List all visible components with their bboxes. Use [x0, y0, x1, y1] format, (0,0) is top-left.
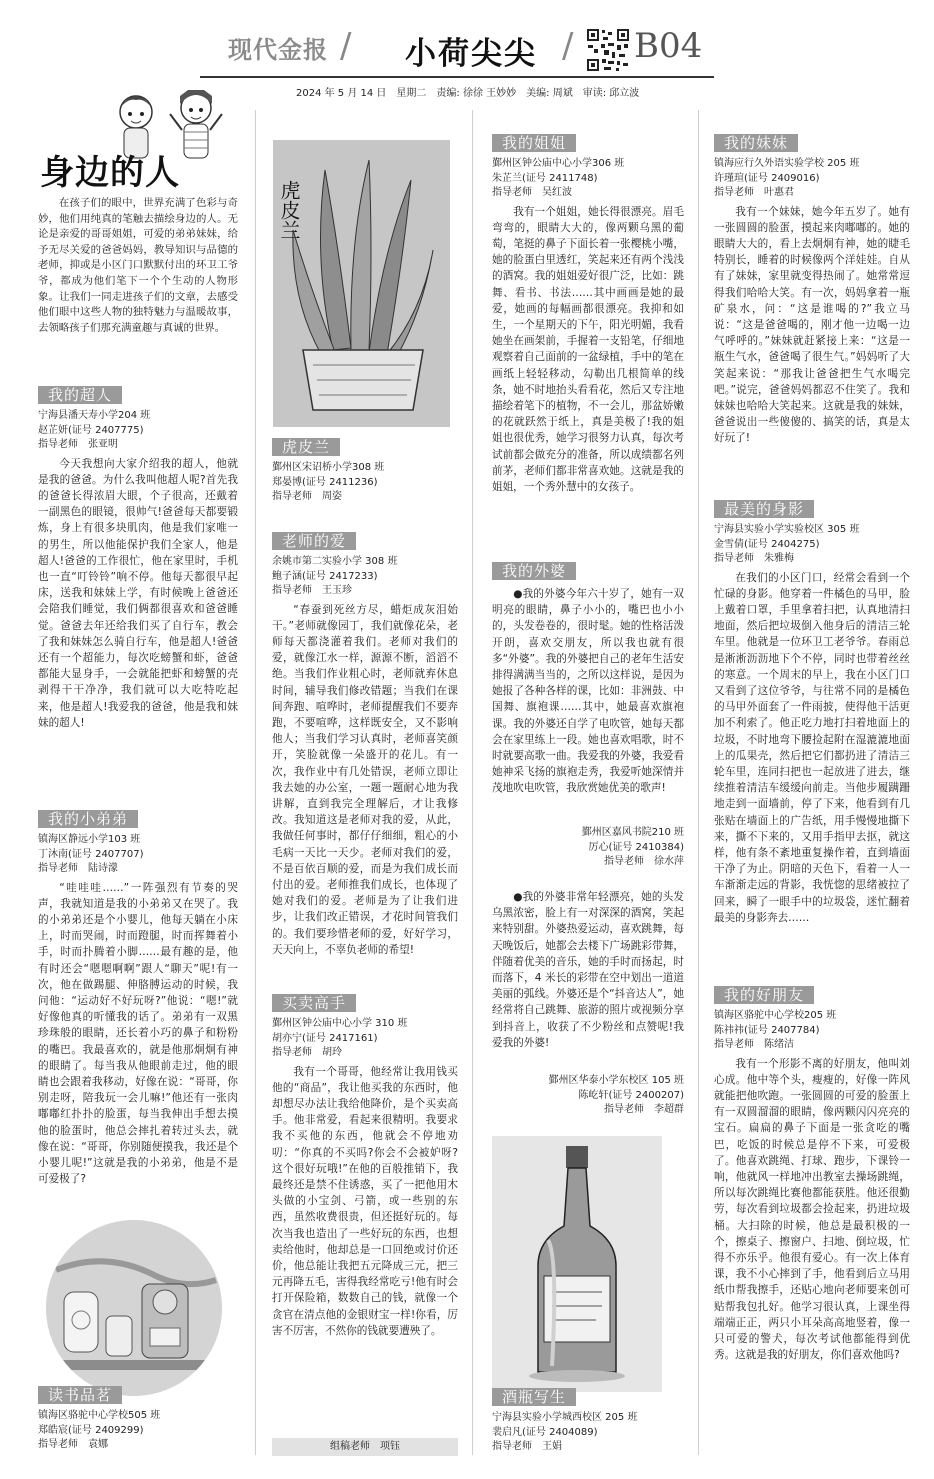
author: 许瑾瑄(证号 2409016): [714, 172, 820, 184]
editor-credit-text: 组稿老师 项钰: [330, 1441, 400, 1452]
intro-title: 身边的人: [40, 153, 180, 193]
grandma-signature-1: [492, 826, 684, 876]
school: 宁海县实验小学实验校区 305 班: [714, 524, 860, 535]
article-friend: [714, 986, 910, 1456]
school: 镇海区静远小学103 班: [38, 834, 141, 845]
section-tag: 我的好朋友: [714, 986, 814, 1004]
article-body: 我有一个姐姐，她长得很漂亮。眉毛弯弯的，眼睛大大的，像两颗乌黑的葡萄，笔挺的鼻子下面长着一张樱桃小嘴，她的脸蛋白里透红，笑起来还有两个浅浅的酒窝。我的姐姐爱好很广泛，比如：跳舞、看书、书法……其中画画是她的最爱，她画的每幅画都很漂亮。我抑和如生，一个星期天的下午，阳光明媚，我看她坐在画架前，手握着一支铅笔，仔细地观察着自己面前的一盆绿植，手中的笔在画纸上轻轻移动，勾勒出几根简单的线条，她不时地抬头看看花，然后又专注地描绘着笔下的植物，不一会儿，那盆娇嫩的花就跃然于纸上，真是美极了!我的姐姐也很优秀，她学习很努力认真，每次考试前都会做充分的准备，所以成绩都名列前茅，老师们都非常喜欢她。这就是我的姐姐，一个秀外慧中的女孩子。: [492, 205, 684, 493]
bottle-sketch: [492, 1136, 662, 1392]
section-tag: 我的小弟弟: [38, 810, 138, 828]
article-sister: [492, 134, 684, 558]
article-body: “春蚕到死丝方尽，蜡炬成灰泪始干。”老师就像园丁，我们就像花朵，老师每天都浇灌着我们。老师对我们的爱，就像江水一样，源源不断，滔滔不绝。当我们作业粗心时，老师就弃休息时间，辅导我们修改错题；当我们在课间奔跑、喧哗时，老师提醒我们不要奔跑，不要喧哗，这样既安全，又不影响他人；当我们学习认真时，老师喜笑颜开，笑脸就像一朵盛开的花儿。有一次，我作业中有几处错误，老师立即让我去她的办公室，一题一题耐心地为我讲解，直到我完全理解后，才让我修改。我知道这是老师对我的爱，从此，我做任何事时，都仔仔细细，粗心的小毛病一天比一天少。老师对我们的爱，不是百依百顺的爱，而是为我们成长而付出的爱。老师推我们成长，也体现了她对我们的爱。老师是为了让我们进步，让我们改正错误，才花时间管我们的。我们要珍惜老师的爱，好好学习，天天向上，不辜负老师的希望!: [272, 603, 458, 956]
grandma-signature-2: [492, 1074, 684, 1124]
article-body: 我有一个形影不离的好朋友，他叫刘心成。他中等个头，瘦瘦的，好像一阵风就能把他吹跑。一张圆圆的可爱的脸蛋上有一双圆溜溜的眼睛，像两颗闪闪亮亮的宝石。扁扁的鼻子下面是一张贪吃的嘴巴，吃饭的时候总是停不下来，可爱极了。他喜欢跳绳、打球、跑步，下课铃一响，他就风一样地冲出教室去操场跳绳，所以每次跳绳比赛他都能获胜。他还很勤劳，每次看到垃圾都会捡起来，扔进垃圾桶。大扫除的时候，他总是最积极的一个，擦桌子、擦窗户、扫地、倒垃圾，忙得不亦乐乎。他很有爱心。有一次上体育课，我不小心摔到了手，他看到后立马用纸巾帮我擦手，还贴心地向老师要来创可贴帮我包扎好。他学习很认真，上课坐得端端正正，两只小耳朵高高地竖着，像一只可爱的警犬，每次考试他都能得到优秀。这就是我的好朋友，你们喜欢他吗?: [714, 1057, 910, 1362]
teacher: 指导老师 朱雅梅: [714, 553, 794, 564]
article-body: 我有一个妹妹，她今年五岁了。她有一张圆圆的脸蛋，摸起来肉嘟嘟的。她的眼睛大大的，看上去炯炯有神，她的睫毛特别长，睡着的时候像两个洋娃娃。自从有了妹妹，家里就变得热闹了。她常常逗得我们哈哈大笑。有一次，妈妈拿着一瓶矿泉水，问：“这是谁喝的?”我立马说：“这是爸爸喝的，刚才他一边喝一边气呼呼的。”妹妹就赶紧接上来：“这是一瓶生气水，爸爸喝了很生气。”妈妈听了大笑起来说：“那我让爸爸把生气水喝完吧。”说完，爸爸妈妈都忍不住笑了。我和妹妹也哈哈大笑起来。这就是我的妹妹，爸爸说出一些傻傻的、搞笑的话，真是太好玩了!: [714, 205, 910, 445]
article-body: 在我们的小区门口，经常会看到一个忙碌的身影。他穿着一件橘色的马甲，脸上戴着口罩，手里拿着扫把，认真地清扫地面，然后把垃圾倒入他身后的清洁三轮车里。他就是一位环卫工老爷爷。春雨总是淅淅沥沥地下个不停，同时也带着丝丝的寒意。一个周末的早上，我在小区门口又看到了这位爷爷，与往常不同的是橘色的马甲外面套了一件雨披，使得他干活更加不利索了。他正吃力地打扫着地面上的垃圾，不时地弯下腰捡起附在湿漉漉地面上的瓜果壳，然后把它们都扔进了清洁三轮车里，连同扫把也一起放进了进去，继续推着清洁车缓缓向前走。当他步履蹒跚地走到一面墙前，停了下来，他看到有几张贴在墙面上的广告纸，用手慢慢地撕下来，撕不下来的，又用手指甲去抠，就这样，他有条不紊地重复操作着，直到墙面干净了为止。阴暗的天色下，看着一人一车渐渐走远的背影，我恍惚的思绪被拉了回来，瞬了一眼手中的垃圾袋，迷忙翻着最美的身影奔去……: [714, 571, 910, 924]
article-body: “哇哇哇……”一阵强烈有节奏的哭声，我就知道是我的小弟弟又在哭了。我的小弟弟还是个小婴儿，他每天躺在小床上，时而哭闹，时而蹬腿，时而挥舞着小手，时而扑腾着小脚……最有趣的是，他有时还会“嗯嗯啊啊”跟人“聊天”呢!有一次，他在做踢腿、伸胳膊运动的时候，我问他：“运动好不好玩呀?”他说：“嗯!”就好像他真的听懂我的话了。弟弟有一双黑珍珠般的眼睛，还长着小巧的鼻子和粉粉的嘴巴。我最喜欢的，就是他那炯炯有神的眼睛了。每当我从他眼前走过，他的眼睛也会跟着我移动，好像在说：“哥哥，你别走呀，陪我玩一会儿嘛!”他还有一张肉嘟嘟红扑扑的脸蛋，每当我伸出手想去摸他的脸蛋时，他总会摔扎着转过头去，就像在说：“哥哥，你别随便摸我，我还是个小婴儿呢!”这就是我的小弟弟，他是不是可爱极了?: [38, 881, 238, 1186]
school: 镇海应行久外语实验学校 205 班: [714, 158, 860, 169]
author: 郑晏博(证号 2411236): [272, 476, 378, 488]
teacher: 指导老师 张亚明: [38, 439, 118, 450]
teacher: 指导老师 袁娜: [38, 1439, 108, 1450]
column-divider: [472, 110, 473, 1455]
teacher: 指导老师 王娟: [492, 1441, 562, 1452]
snake-plant-painting: [273, 140, 450, 427]
school: 鄞州区嘉风书院210 班: [581, 827, 684, 838]
school: 鄞州区钟公庙中心小学 310 班: [272, 1018, 408, 1029]
reading-tea-painting: [46, 1220, 222, 1396]
author: 陈屹轩(证号 2400207): [578, 1089, 684, 1101]
section-tag: 老师的爱: [272, 532, 356, 550]
teacher: 指导老师 吴红波: [492, 187, 572, 198]
section-tag: 虎皮兰: [272, 438, 340, 456]
art-snake-plant: [272, 438, 452, 512]
school: 鄞州区钟公庙中心小学306 班: [492, 158, 625, 169]
column-divider: [698, 110, 699, 1455]
author: 郑皓宸(证号 2409299): [38, 1424, 144, 1436]
author: 丁沐南(证号 2407707): [38, 848, 144, 860]
teacher: 指导老师 胡玲: [272, 1047, 342, 1058]
school: 余姚市第二实验小学 308 班: [272, 556, 398, 567]
column-divider: [255, 110, 256, 1455]
author: 胡亦宁(证号 2417161): [272, 1032, 378, 1044]
article-body-1: ●我的外婆今年六十岁了，她有一双明亮的眼睛，鼻子小小的，嘴巴也小小的，头发卷卷的，很时髦。她的性格活泼开朗，喜欢交朋友，所以我也就有很多“外婆”。我的外婆把自己的老年生活安排得满满当当的，之所以这样说，是因为她报了各种各样的课，比如：非洲鼓、中国舞、旗袍课……其中，她最喜欢旗袍课。我的外婆还自学了电吹管，她每天都会在家里练上一段。她也喜欢唱歌，时不时就要高歌一曲。我爱我的外婆，我爱看她神采飞扬的旗袍走秀，我爱听她深情并茂地吹电吹管，我欣赏她优美的歌声!: [492, 588, 684, 795]
qr-code-icon: [586, 28, 630, 72]
article-body: 今天我想向大家介绍我的超人，他就是我的爸爸。为什么我叫他超人呢?首先我的爸爸长得浓眉大眼，个子很高，还戴着一副黑色的眼镜，很帅气!爸爸每天都要锻炼，身上有很多块肌肉，他是我们家唯一的男生，所以他能保护我们全家人，他是超人!爸爸的工作很忙，他在家里时，手机也一直“叮铃铃”响不停。他每天都很早起床，送我和妹妹上学，有时候晚上爸爸还会陪我们睡觉，我们俩都很喜欢和爸爸睡觉。爸爸去年还给我们买了自行车，教会了我和妹妹怎么骑自行车，他是超人!爸爸还有一个超能力，每次吃螃蟹和虾，爸爸都能大显身手，一会就能把虾和螃蟹的壳剥得干干净净，我们就可以大吃特吃起来，他是超人!我爱我的爸爸，他是我和妹妹的超人!: [38, 457, 238, 729]
art-bottle: [492, 1388, 684, 1458]
section-tag: 买卖高手: [272, 994, 356, 1012]
author: 金雪倩(证号 2404275): [714, 538, 820, 550]
article-little-sister: [714, 134, 910, 490]
section-tag: 我的姐姐: [492, 134, 576, 152]
school: 鄞州区宋诏桥小学308 班: [272, 462, 385, 473]
issue-line: 2024 年 5 月 14 日 星期二 责编: 徐徐 王妙妙 美编: 周斌 审读: 邱立波: [296, 88, 640, 99]
author: 朱芷兰(证号 2411748): [492, 172, 598, 184]
author: 赵芷妍(证号 2407775): [38, 424, 144, 436]
masthead-rule: [200, 76, 714, 78]
section-tag: 我的外婆: [492, 562, 576, 580]
article-superman: [38, 386, 238, 800]
teacher: 指导老师 王玉珍: [272, 585, 352, 596]
school: 宁海县实验小学城西校区 205 班: [492, 1412, 638, 1423]
article-brother: [38, 810, 238, 1218]
school: 宁海县潘天寿小学204 班: [38, 410, 151, 421]
masthead-slash-left: /: [340, 26, 352, 66]
teacher: 指导老师 周姿: [272, 491, 342, 502]
section-name: 小荷尖尖: [405, 36, 537, 72]
article-beautiful: [714, 500, 910, 976]
section-tag: 酒瓶写生: [492, 1388, 576, 1406]
section-tag: 我的超人: [38, 386, 122, 404]
intro-text: 在孩子们的眼中，世界充满了色彩与奇妙，他们用纯真的笔触去描绘身边的人。无论是亲爱的哥哥姐姐，可爱的弟弟妹妹，给予无尽关爱的爸爸妈妈，教导知识与品德的老师，抑或是小区门口默默付出的环卫工爷爷，都成为他们笔下一个个生动的人物形象。让我们一同走进孩子们的文章，去感受他们眼中这些人物的独特魅力与温暖故事，去领略孩子们那充满童趣与真诚的世界。: [38, 197, 238, 334]
author: 陈祎祎(证号 2407784): [714, 1024, 820, 1036]
section-tag: 我的妹妹: [714, 134, 798, 152]
masthead-slash-right: /: [562, 26, 574, 66]
teacher: 指导老师 叶惠君: [714, 187, 794, 198]
section-tag: 读书品茗: [38, 1386, 122, 1404]
painting-title: 虎皮兰: [277, 180, 301, 240]
article-body: 我有一个哥哥，他经常让我用钱买他的“商品”，我让他买我的东西时，他却想尽办法让我给他降价，是个买卖高手。他非常爱，看起来很精明。我要求我不买他的东西，他就会不停地劝叨：“你真的不买吗?你会不会被妒呀?这个很好玩哦!”在他的百般推销下，我最终还是禁不住诱惑，买了一把他用木头做的小宝剑、弓箭，或一些别的东西，虽然收费很贵，但还挺好玩的。每次当我也造出了一些好玩的东西，也想卖给他时，他却总是一口回绝或讨价还价，他总能让我把五元降成三元，把三元再降五毛，害得我经常吃亏!他有时会打开保险箱，数数自己的钱，就像一个贪官在清点他的金银财宝一样!你看，厉害不厉害，不然你的钱就要遭殃了。: [272, 1065, 458, 1337]
author: 裴启凡(证号 2404089): [492, 1426, 598, 1438]
article-grandma-2: [492, 886, 684, 1072]
article-body-2: ●我的外婆非常年轻漂亮，她的头发乌黑浓密，脸上有一对深深的酒窝，笑起来特别甜。外婆热爱运动，喜欢跳舞，每天晚饭后，她都会去楼下广场跳彩带舞，伴随着优美的音乐，她的手时而扬起，时而落下，4 米长的彩带在空中划出一道道美丽的弧线。外婆还是个“抖音达人”，她经常将自己跳舞、旅游的照片或视频分享到抖音上，收获了不少粉丝和点赞呢!我爱我的外婆!: [492, 891, 684, 1049]
article-teacher-love: [272, 532, 458, 990]
author: 鲍子涵(证号 2417233): [272, 570, 378, 582]
section-tag: 最美的身影: [714, 500, 814, 518]
school: 镇海区骆驼中心学校505 班: [38, 1410, 161, 1421]
teacher: 指导老师 李超群: [604, 1104, 684, 1115]
paper-name: 现代金报: [228, 35, 328, 64]
school: 镇海区骆驼中心学校205 班: [714, 1010, 837, 1021]
teacher: 指导老师 徐水萍: [604, 856, 684, 867]
article-grandma: [492, 562, 684, 824]
article-trade-master: [272, 994, 458, 1434]
teacher: 指导老师 陈绪洁: [714, 1039, 794, 1050]
editor-credit: [272, 1438, 458, 1456]
art-reading: [38, 1386, 238, 1456]
school: 鄞州区华泰小学东校区 105 班: [548, 1075, 684, 1086]
page-number: B04: [634, 26, 703, 66]
teacher: 指导老师 陆诗濛: [38, 863, 118, 874]
author: 厉心(证号 2410384): [588, 841, 684, 853]
